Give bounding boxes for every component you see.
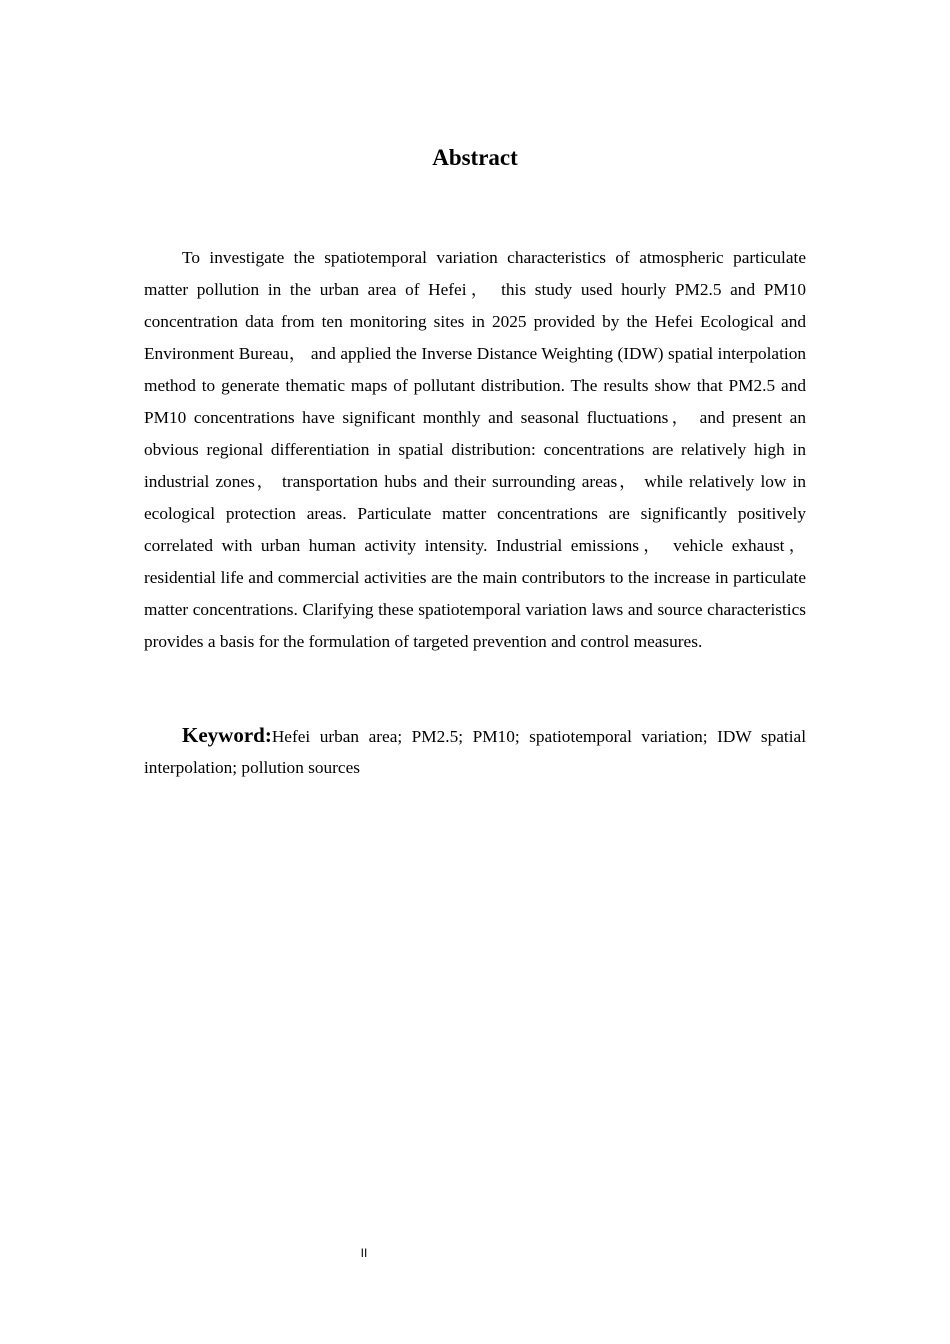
keyword-label: Keyword: [182, 723, 272, 747]
page-number: II [360, 1246, 368, 1260]
abstract-paragraph: To investigate the spatiotemporal variation characteristics of atmospheric particulate matter pollution in the urban area of Hefei， this study used hourly PM2.5 and PM10 concentration data from ten monitoring sites in 2025 provided by the Hefei Ecological and Environment Bureau， and applied the Inverse Distance Weighting (IDW) spatial interpolation method to generate thematic maps of pollutant distribution. The results show that PM2.5 and PM10 concentrations have significant monthly and seasonal fluctuations， and present an obvious regional differentiation in spatial distribution: concentrations are relatively high in industrial zones， transportation hubs and their surrounding areas， while relatively low in ecological protection areas. Particulate matter concentrations are significantly positively correlated with urban human activity intensity. Industrial emissions， vehicle exhaust， residential life and commercial activities are the main contributors to the increase in particulate matter concentrations. Clarifying these spatiotemporal variation laws and source characteristics provides a basis for the formulation of targeted prevention and control measures. [144, 248, 806, 651]
keyword-list: Hefei urban area; PM2.5; PM10; spatiotemporal variation; IDW spatial interpolation; pollution sources [144, 727, 806, 777]
keywords-paragraph [144, 720, 806, 783]
abstract-heading: Abstract [432, 145, 518, 170]
